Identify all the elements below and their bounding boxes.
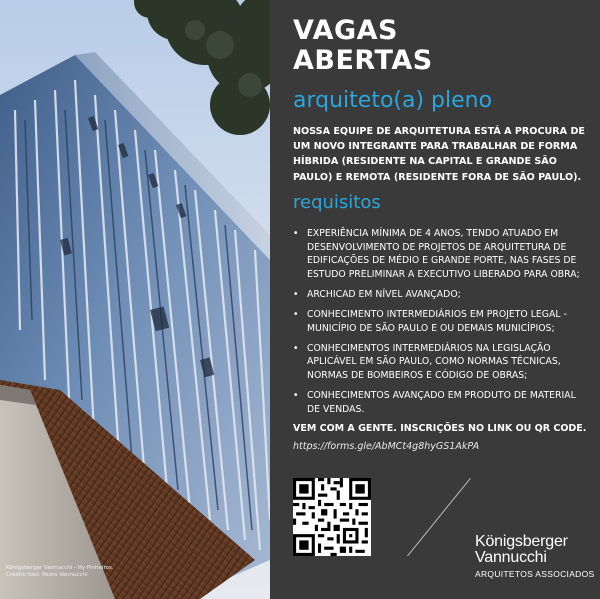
logo-subtitle: ARQUITETOS ASSOCIADOS [475,569,595,579]
requirement-item: • CONHECIMENTO INTERMEDIÁRIOS EM PROJETO LEGAL - MUNICÍPIO DE SÃO PAULO E OU DEMAIS MUNICÍPIOS; [293,308,583,335]
logo-line-2: Vannucchi [475,549,547,566]
headline [293,16,433,76]
requirements-list [293,227,583,423]
qr-code[interactable] [293,478,371,556]
requirement-item: • ARCHICAD EM NÍVEL AVANÇADO; [293,288,583,302]
info-panel [270,0,600,599]
photo-credits [6,565,114,579]
job-role: arquiteto(a) pleno [293,88,493,113]
building-photo [0,0,270,599]
building-illustration [0,0,270,599]
application-link[interactable]: https://forms.gle/AbMCt4g8hyGS1AkPA [293,441,480,452]
requirement-item: • CONHECIMENTOS AVANÇADO EM PRODUTO DE MATERIAL DE VENDAS. [293,389,583,416]
call-to-action: VEM COM A GENTE. INSCRIÇÕES NO LINK OU QR CODE. [293,423,587,434]
qr-code-icon [293,478,371,556]
requirements-title: requisitos [293,192,381,213]
credit-line-1: Königsberger Vannucchi - Hy Pinheiros. [6,565,114,571]
intro-text: NOSSA EQUIPE DE ARQUITETURA ESTÁ A PROCURA DE UM NOVO INTEGRANTE PARA TRABALHAR DE FORMA HÍBRIDA (RESIDENTE NA CAPITAL E GRANDE SÃO PAULO) E REMOTA (RESIDENTE FORA DE SÃO PAULO). [293,126,585,183]
logo-line-1: Königsberger [475,533,568,550]
headline-line-1: VAGAS [293,15,398,46]
headline-line-2: ABERTAS [293,45,433,76]
credit-line-2: Crédito foto: Pedro Vannucchi [6,572,88,578]
diagonal-divider [407,478,471,556]
requirement-item: • EXPERIÊNCIA MÍNIMA DE 4 ANOS, TENDO ATUADO EM DESENVOLVIMENTO DE PROJETOS DE ARQUITETURA DE EDIFICAÇÕES DE MÉDIO E GRANDE PORTE, NAS FASES DE ESTUDO PRELIMINAR A EXECUTIVO LIBERADO PARA OBRA; [293,227,583,281]
company-logo [475,534,595,579]
requirement-item: • CONHECIMENTOS INTERMEDIÁRIOS NA LEGISLAÇÃO APLICÁVEL EM SÃO PAULO, COMO NORMAS TÉCNICAS, NORMAS DE BOMBEIROS E CÓDIGO DE OBRAS; [293,342,583,383]
